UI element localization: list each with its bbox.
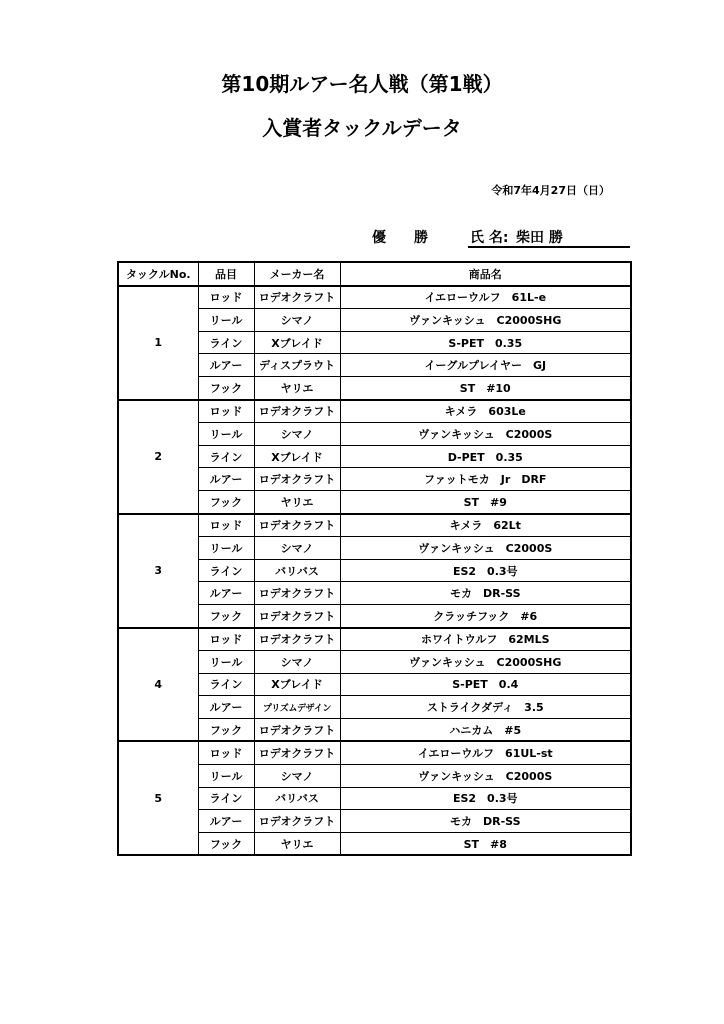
product-cell: キメラ 62Lt [340,514,631,537]
item-cell: フック [198,718,254,741]
item-cell: ルアー [198,696,254,719]
item-cell: ロッド [198,400,254,423]
tackle-number: 3 [118,514,198,628]
tackle-number: 4 [118,628,198,742]
item-cell: ライン [198,787,254,810]
maker-cell: シマノ [254,765,340,788]
maker-cell: シマノ [254,651,340,674]
product-cell: モカ DR-SS [340,582,631,605]
product-cell: ST #8 [340,832,631,855]
maker-cell: ロデオクラフト [254,628,340,651]
winner-name-box [468,226,630,248]
product-cell: ホワイトウルフ 62MLS [340,628,631,651]
maker-cell: シマノ [254,309,340,332]
product-cell: S-PET 0.4 [340,673,631,696]
tackle-table [117,261,632,856]
header-product: 商品名 [340,262,631,286]
item-cell: ロッド [198,514,254,537]
winner-label: 優 勝 [372,230,428,246]
product-cell: イエローウルフ 61UL-st [340,741,631,764]
product-cell: ストライクダディ 3.5 [340,696,631,719]
table-header-row [118,262,631,286]
product-cell: ヴァンキッシュ C2000S [340,423,631,446]
table-body [118,286,631,856]
item-cell: フック [198,490,254,513]
item-cell: ライン [198,673,254,696]
product-cell: S-PET 0.35 [340,331,631,354]
header-maker: メーカー名 [254,262,340,286]
maker-cell: ロデオクラフト [254,741,340,764]
item-cell: ルアー [198,468,254,491]
maker-cell: バリバス [254,559,340,582]
maker-cell: ロデオクラフト [254,718,340,741]
winner-line [372,226,630,247]
product-cell: クラッチフック #6 [340,604,631,627]
maker-cell: ロデオクラフト [254,810,340,833]
item-cell: ルアー [198,810,254,833]
maker-cell: Xブレイド [254,331,340,354]
maker-cell: ヤリエ [254,376,340,399]
item-cell: リール [198,537,254,560]
event-date: 令和7年4月27日（日） [491,184,610,197]
maker-cell: ロデオクラフト [254,582,340,605]
maker-cell: シマノ [254,537,340,560]
product-cell: キメラ 603Le [340,400,631,423]
table-row [118,286,631,309]
product-cell: モカ DR-SS [340,810,631,833]
maker-cell: Xブレイド [254,673,340,696]
product-cell: ファットモカ Jr DRF [340,468,631,491]
item-cell: フック [198,604,254,627]
maker-cell: シマノ [254,423,340,446]
product-cell: ES2 0.3号 [340,787,631,810]
page-subtitle: 入賞者タックルデータ [262,116,462,140]
item-cell: ライン [198,559,254,582]
product-cell: ハニカム #5 [340,718,631,741]
tackle-number: 1 [118,286,198,400]
product-cell: イーグルプレイヤー GJ [340,354,631,377]
table-row [118,514,631,537]
maker-cell: バリバス [254,787,340,810]
maker-cell: ヤリエ [254,490,340,513]
item-cell: リール [198,765,254,788]
maker-cell: ヤリエ [254,832,340,855]
item-cell: ライン [198,331,254,354]
item-cell: フック [198,832,254,855]
item-cell: ライン [198,445,254,468]
product-cell: ヴァンキッシュ C2000SHG [340,309,631,332]
table-row [118,400,631,423]
item-cell: ルアー [198,354,254,377]
winner-name: 柴田 勝 [516,230,563,246]
product-cell: イエローウルフ 61L-e [340,286,631,309]
item-cell: フック [198,376,254,399]
product-cell: ヴァンキッシュ C2000SHG [340,651,631,674]
product-cell: ヴァンキッシュ C2000S [340,765,631,788]
product-cell: ヴァンキッシュ C2000S [340,537,631,560]
item-cell: リール [198,651,254,674]
table-row [118,628,631,651]
maker-cell: ロデオクラフト [254,604,340,627]
maker-cell: ロデオクラフト [254,468,340,491]
item-cell: ロッド [198,741,254,764]
page-title: 第10期ルアー名人戦（第1戦） [221,72,503,96]
item-cell: リール [198,309,254,332]
maker-cell: ロデオクラフト [254,286,340,309]
item-cell: リール [198,423,254,446]
header-tackle-no: タックルNo. [118,262,198,286]
tackle-number: 2 [118,400,198,514]
product-cell: ES2 0.3号 [340,559,631,582]
product-cell: D-PET 0.35 [340,445,631,468]
tackle-number: 5 [118,741,198,855]
maker-cell: Xブレイド [254,445,340,468]
table-row [118,741,631,764]
item-cell: ルアー [198,582,254,605]
maker-cell: ロデオクラフト [254,400,340,423]
maker-cell: プリズムデザイン [254,696,340,719]
winner-name-label: 氏 名: [470,230,509,246]
product-cell: ST #9 [340,490,631,513]
item-cell: ロッド [198,628,254,651]
header-item: 品目 [198,262,254,286]
maker-cell: ロデオクラフト [254,514,340,537]
maker-cell: ディスプラウト [254,354,340,377]
item-cell: ロッド [198,286,254,309]
product-cell: ST #10 [340,376,631,399]
